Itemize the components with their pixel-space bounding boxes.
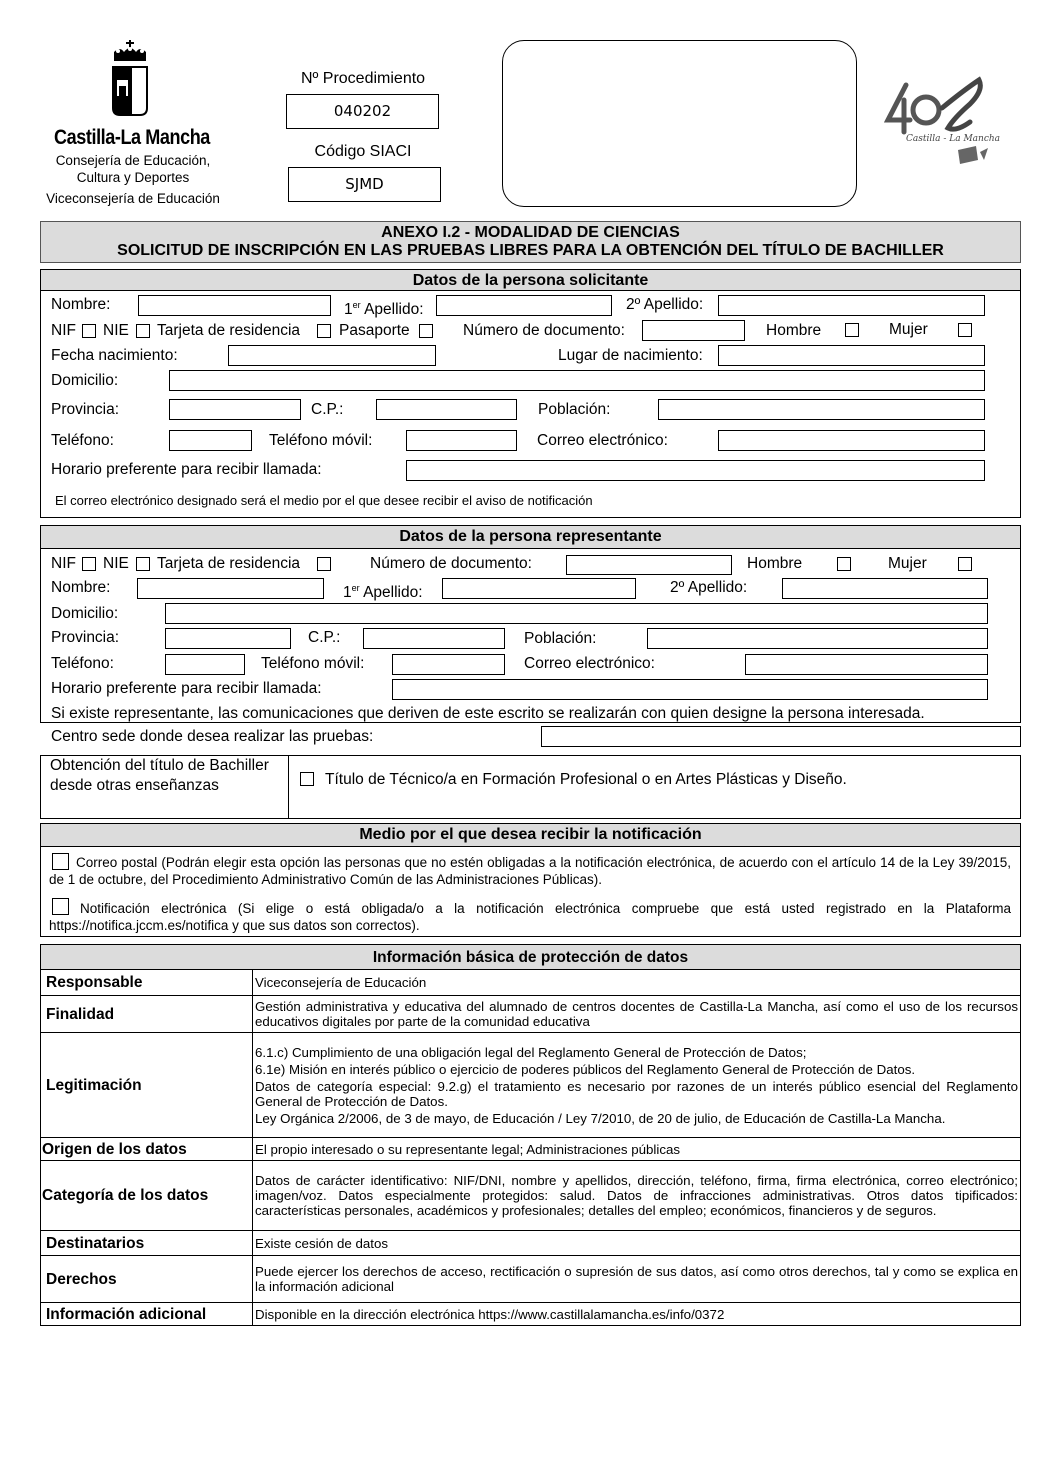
- row-key: Información adicional: [41, 1303, 253, 1326]
- rep-hombre-label: Hombre: [747, 555, 803, 572]
- tarjeta-label: Tarjeta de residencia: [157, 322, 301, 339]
- title-line1: ANEXO I.2 - MODALIDAD DE CIENCIAS: [381, 224, 680, 241]
- procedimiento-label: Nº Procedimiento: [300, 70, 426, 87]
- correo-field[interactable]: [718, 430, 985, 451]
- apellido2-label: 2º Apellido:: [626, 296, 704, 313]
- row-value: El propio interesado o su representante legal; Administraciones públicas: [253, 1138, 1021, 1161]
- table-row: [41, 1231, 1021, 1256]
- rep-tarjeta-checkbox[interactable]: [317, 557, 331, 571]
- provincia-field[interactable]: [169, 399, 301, 420]
- row-key: Legitimación: [41, 1033, 253, 1138]
- rep-mujer-label: Mujer: [888, 555, 927, 572]
- rep-nif-label: NIF: [51, 555, 76, 572]
- rep-nie-checkbox[interactable]: [136, 557, 150, 571]
- section-heading: Medio por el que desea recibir la notificación: [41, 824, 1020, 847]
- rep-cp-field[interactable]: [363, 628, 505, 649]
- legitimacion-line: 6.1e) Misión en interés público o ejercicio de poderes públicos del Reglamento General de Protección de Datos.: [255, 1061, 916, 1077]
- rep-apellido2-field[interactable]: [782, 578, 988, 599]
- movil-label: Teléfono móvil:: [269, 432, 373, 449]
- row-value: [253, 1033, 1021, 1138]
- row-value: Puede ejercer los derechos de acceso, rectificación o supresión de sus datos, así como otros derechos, tal y como se explica en la información adicional: [253, 1256, 1021, 1303]
- rep-domicilio-label: Domicilio:: [51, 605, 119, 622]
- rep-nota: Si existe representante, las comunicaciones que deriven de este escrito se realizarán con quien designe la persona interesada.: [51, 705, 925, 722]
- rep-nombre-label: Nombre:: [51, 579, 111, 596]
- lugar-nac-label: Lugar de nacimiento:: [558, 347, 703, 364]
- apellido2-field[interactable]: [718, 295, 985, 316]
- proteccion-datos-table: [40, 944, 1021, 1326]
- crown-castle-icon: [100, 40, 160, 120]
- row-key: Derechos: [41, 1256, 253, 1303]
- table-row: [41, 970, 1021, 996]
- rep-apellido1-label: 1er Apellido:: [343, 583, 423, 602]
- pasaporte-label: Pasaporte: [339, 322, 410, 339]
- table-row: [41, 1138, 1021, 1161]
- nie-checkbox[interactable]: [136, 324, 150, 338]
- section-heading: Datos de la persona solicitante: [41, 270, 1020, 291]
- anniversary-40-icon: [884, 70, 1014, 180]
- rep-nif-checkbox[interactable]: [82, 557, 96, 571]
- mujer-checkbox[interactable]: [958, 323, 972, 337]
- rep-movil-field[interactable]: [392, 654, 505, 675]
- section-heading: Datos de la persona representante: [41, 526, 1020, 549]
- nombre-field[interactable]: [138, 295, 331, 316]
- table-row: [41, 1303, 1021, 1326]
- rep-num-doc-field[interactable]: [566, 555, 732, 575]
- correo-postal-text: Correo postal (Podrán elegir esta opción las personas que no estén obligadas a la notificación electrónica, de acuerdo con el artículo 14 de la Ley 39/2015, de 1 de octubre, del Procedimiento Administrativo Común de las Administraciones Públicas).: [49, 855, 1011, 887]
- row-key: Categoría de los datos: [41, 1161, 253, 1231]
- badge-subtitle: Castilla - La Mancha: [906, 134, 1001, 144]
- obtencion-divider: [288, 755, 289, 819]
- cp-label: C.P.:: [311, 401, 344, 418]
- horario-label: Horario preferente para recibir llamada:: [51, 461, 322, 478]
- rep-cp-label: C.P.:: [308, 629, 341, 646]
- row-value: Existe cesión de datos: [253, 1231, 1021, 1256]
- table-row: [41, 1161, 1021, 1231]
- notificacion-electronica-text: Notificación electrónica (Si elige o está obligada/o a la notificación electrónica compruebe que está usted registrado en la Plataforma https://notifica.jccm.es/notifica y que sus datos son correctos).: [49, 901, 1011, 933]
- rep-correo-label: Correo electrónico:: [524, 655, 655, 672]
- legitimacion-line: Datos de categoría especial: 9.2.g) el tratamiento es necesario por razones de un interés público esencial del Reglamento General de Protección de Datos.: [255, 1078, 1018, 1109]
- siaci-box: SJMD: [288, 167, 441, 202]
- rep-telefono-field[interactable]: [165, 654, 245, 675]
- rep-correo-field[interactable]: [745, 654, 988, 675]
- rep-poblacion-label: Población:: [524, 630, 597, 647]
- centro-field[interactable]: [541, 726, 1021, 747]
- poblacion-field[interactable]: [658, 399, 985, 420]
- table-row: [41, 1033, 1021, 1138]
- legitimacion-line: 6.1.c) Cumplimiento de una obligación legal del Reglamento General de Protección de Datos;: [255, 1044, 807, 1060]
- consejeria-line1: Consejería de Educación,: [55, 153, 211, 168]
- rep-horario-field[interactable]: [392, 679, 988, 700]
- rep-apellido1-field[interactable]: [442, 578, 636, 599]
- obtencion-label2: desde otras enseñanzas: [50, 777, 219, 794]
- jccm-logo: [100, 40, 160, 120]
- rep-nie-label: NIE: [103, 555, 129, 572]
- rep-num-doc-label: Número de documento:: [370, 555, 532, 572]
- poblacion-label: Población:: [538, 401, 611, 418]
- rep-telefono-label: Teléfono:: [51, 655, 114, 672]
- rep-hombre-checkbox[interactable]: [837, 557, 851, 571]
- title-line2: SOLICITUD DE INSCRIPCIÓN EN LAS PRUEBAS LIBRES PARA LA OBTENCIÓN DEL TÍTULO DE BACHILLER: [117, 242, 944, 259]
- row-key: Destinatarios: [41, 1231, 253, 1256]
- row-key: Responsable: [41, 970, 253, 996]
- movil-field[interactable]: [406, 430, 517, 451]
- consejeria-line2: Cultura y Deportes: [76, 170, 190, 185]
- table-row: [41, 996, 1021, 1033]
- nie-label: NIE: [103, 322, 129, 339]
- row-key: Finalidad: [41, 996, 253, 1033]
- nif-checkbox[interactable]: [82, 324, 96, 338]
- telefono-field[interactable]: [169, 430, 252, 451]
- apellido1-field[interactable]: [436, 295, 612, 316]
- brand-name: Castilla-La Mancha: [54, 126, 210, 149]
- row-value: Disponible en la dirección electrónica https://www.castillalamancha.es/info/0372: [253, 1303, 1021, 1326]
- form-title: [40, 221, 1021, 263]
- mujer-label: Mujer: [889, 321, 928, 338]
- rep-provincia-field[interactable]: [165, 628, 291, 649]
- cp-field[interactable]: [376, 399, 517, 420]
- procedimiento-box: 040202: [286, 94, 439, 129]
- table-row: [41, 1256, 1021, 1303]
- legitimacion-line: Ley Orgánica 2/2006, de 3 de mayo, de Educación / Ley 7/2010, de 20 de julio, de Educación de Castilla-La Mancha.: [255, 1110, 946, 1126]
- obtencion-label1: Obtención del título de Bachiller: [50, 757, 269, 774]
- tarjeta-checkbox[interactable]: [317, 324, 331, 338]
- lugar-nac-field[interactable]: [718, 345, 985, 366]
- proteccion-heading: Información básica de protección de datos: [41, 945, 1021, 970]
- row-value: Datos de carácter identificativo: NIF/DNI, nombre y apellidos, dirección, teléfono, firma, firma electrónica, correo electrónico; imagen/voz. Datos especialmente protegidos: salud. Datos de infracciones administrativas. Otros datos tipificados: características personales, académicos y profesionales; detalles del empleo; económicos, financieros y de seguros.: [253, 1161, 1021, 1231]
- pasaporte-checkbox[interactable]: [419, 324, 433, 338]
- titulo-tecnico-checkbox[interactable]: [300, 772, 314, 786]
- num-doc-label: Número de documento:: [463, 322, 625, 339]
- titulo-tecnico-label: Título de Técnico/a en Formación Profesional o en Artes Plásticas y Diseño.: [325, 771, 847, 788]
- rep-domicilio-field[interactable]: [165, 603, 988, 624]
- fecha-nac-label: Fecha nacimiento:: [51, 347, 178, 364]
- apellido1-label: 1er Apellido:: [344, 300, 424, 319]
- siaci-label: Código SIACI: [314, 143, 412, 160]
- nif-label: NIF: [51, 322, 76, 339]
- provincia-label: Provincia:: [51, 401, 120, 418]
- rep-provincia-label: Provincia:: [51, 629, 120, 646]
- domicilio-field[interactable]: [169, 370, 985, 391]
- rep-tarjeta-label: Tarjeta de residencia: [157, 555, 301, 572]
- viceconsejeria: Viceconsejería de Educación: [46, 191, 220, 206]
- horario-field[interactable]: [406, 460, 985, 481]
- rep-apellido2-label: 2º Apellido:: [670, 579, 748, 596]
- hombre-checkbox[interactable]: [845, 323, 859, 337]
- telefono-label: Teléfono:: [51, 432, 114, 449]
- row-value: Viceconsejería de Educación: [253, 970, 1021, 996]
- rep-movil-label: Teléfono móvil:: [261, 655, 365, 672]
- row-value: Gestión administrativa y educativa del alumnado de centros docentes de Castilla-La Mancha, así como el uso de los recursos educativos digitales por parte de la comunidad educativa: [253, 996, 1021, 1033]
- correo-label: Correo electrónico:: [537, 432, 668, 449]
- rep-horario-label: Horario preferente para recibir llamada:: [51, 680, 322, 697]
- rep-poblacion-field[interactable]: [647, 628, 988, 649]
- correo-nota: El correo electrónico designado será el medio por el que desee recibir el aviso de notificación: [55, 493, 593, 508]
- rep-mujer-checkbox[interactable]: [958, 557, 972, 571]
- anniversary-badge: [884, 70, 1014, 180]
- nombre-label: Nombre:: [51, 296, 111, 313]
- fecha-nac-field[interactable]: [228, 345, 436, 366]
- row-key: Origen de los datos: [41, 1138, 253, 1161]
- hombre-label: Hombre: [766, 322, 822, 339]
- centro-label: Centro sede donde desea realizar las pruebas:: [51, 728, 374, 745]
- rep-nombre-field[interactable]: [137, 578, 324, 599]
- registry-stamp-box: [502, 40, 857, 207]
- domicilio-label: Domicilio:: [51, 372, 119, 389]
- num-doc-field[interactable]: [642, 320, 745, 341]
